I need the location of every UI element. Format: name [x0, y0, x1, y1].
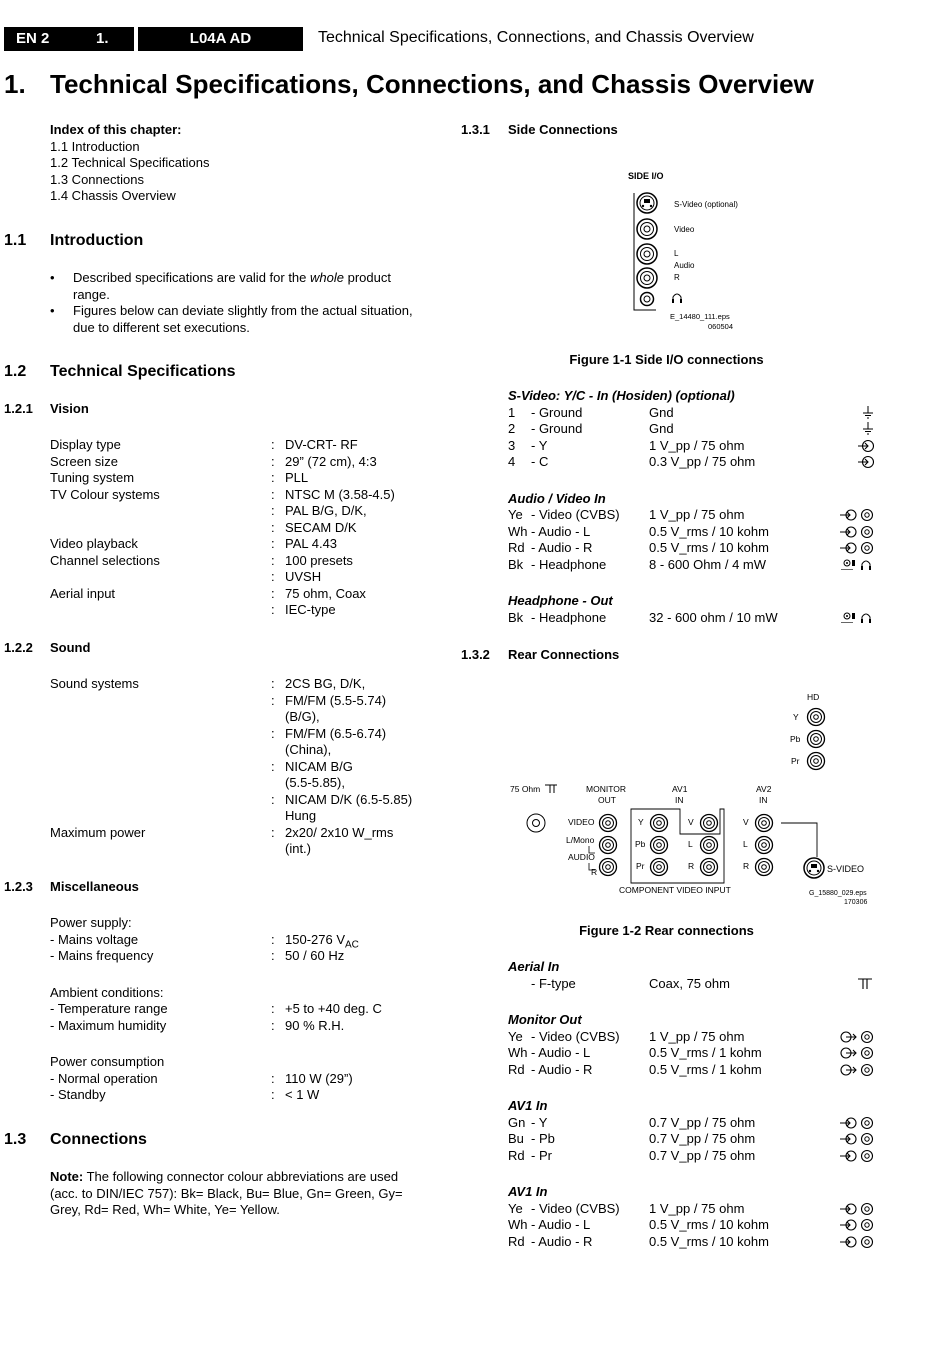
sound-spec-table	[0, 676, 440, 866]
figure-file: E_14480_111.eps	[670, 312, 730, 321]
index-item[interactable]: 1.2 Technical Specifications	[50, 155, 210, 170]
connector-symbol	[838, 611, 874, 630]
connector-spec: 32 - 600 ohm / 10 mW	[649, 609, 778, 625]
monitor-audio-r-jack-icon	[600, 859, 617, 876]
index-item[interactable]: 1.3 Connections	[50, 171, 144, 187]
svg-text:IN: IN	[675, 795, 684, 805]
connection-group-title: Aerial In	[508, 959, 560, 974]
index-item[interactable]: 1.1 Introduction	[50, 138, 140, 154]
cinch-output-icon	[838, 1030, 874, 1044]
spec-value: IEC-type	[285, 602, 336, 617]
spec-colon: :	[271, 725, 275, 741]
spec-colon: :	[271, 1087, 275, 1102]
section-title: Connections	[50, 1131, 147, 1148]
connector-signal: - Video (CVBS)	[531, 507, 620, 522]
svg-text:AV2: AV2	[756, 784, 772, 794]
spec-colon: :	[271, 692, 275, 708]
svg-text:R: R	[688, 861, 695, 871]
connector-signal: - Audio - R	[531, 1061, 593, 1077]
spec-value: (5.5-5.85),	[285, 775, 345, 790]
subsection-number: 1.3.2	[461, 647, 490, 662]
subsection-number: 1.2.1	[4, 401, 33, 416]
spec-label: - Standby	[50, 1087, 106, 1102]
svg-text:L: L	[743, 839, 748, 849]
subsection-title: Miscellaneous	[50, 879, 139, 894]
spec-colon: :	[271, 486, 275, 502]
spec-colon: :	[271, 536, 275, 551]
svg-text:VIDEO: VIDEO	[568, 817, 595, 827]
spec-value: 75 ohm, Coax	[285, 585, 366, 601]
connector-spec: 8 - 600 Ohm / 4 mW	[649, 556, 767, 572]
spec-value: < 1 W	[285, 1087, 320, 1102]
spec-colon: :	[271, 1070, 275, 1086]
hd-pb-jack-icon	[808, 731, 825, 748]
fig-label: R	[674, 273, 680, 282]
section-number: 1.1	[4, 232, 27, 249]
spec-colon: :	[271, 824, 275, 840]
spec-value: 150-276 $V_{AC}$	[285, 931, 359, 951]
connection-group-title: AV1 In	[508, 1098, 548, 1113]
audio-r-jack-icon	[637, 268, 657, 288]
connector-spec: 1 V_pp / 75 ohm	[649, 1028, 745, 1044]
svg-text:Pb: Pb	[635, 839, 646, 849]
figure-date: 170306	[844, 899, 868, 906]
connector-symbol	[838, 558, 874, 577]
svideo-jack-icon	[804, 858, 824, 878]
connector-symbol	[838, 1235, 874, 1254]
cinch-input-icon	[838, 1218, 874, 1232]
fig-label: S-Video (optional)	[674, 200, 738, 209]
spec-label: Maximum power	[50, 824, 146, 840]
spec-colon: :	[271, 470, 275, 485]
spec-colon: :	[271, 519, 275, 535]
connector-colour: Rd	[508, 540, 525, 555]
av2-audio-l-jack-icon	[756, 837, 773, 854]
svg-text:R: R	[591, 867, 598, 877]
svg-text:COMPONENT VIDEO INPUT: COMPONENT VIDEO INPUT	[619, 885, 731, 895]
connector-spec: 0.7 V_pp / 75 ohm	[649, 1147, 756, 1163]
spec-colon: :	[271, 437, 275, 452]
spec-colon: :	[271, 453, 275, 469]
aerial-icon	[545, 785, 557, 793]
connector-colour: Rd	[508, 1147, 525, 1163]
connector-symbol	[838, 1063, 874, 1082]
connector-colour: Gn	[508, 1114, 526, 1130]
spec-colon: :	[271, 503, 275, 518]
chapter-number-box	[82, 27, 134, 51]
headphone-jack-icon	[838, 611, 874, 625]
spec-value: 2x20/ 2x10 W_rms	[285, 824, 394, 840]
spec-value: SECAM D/K	[285, 519, 357, 535]
spec-colon: :	[271, 1017, 275, 1033]
cinch-input-icon	[838, 508, 874, 522]
side-connection-list	[0, 388, 950, 633]
side-io-title: SIDE I/O	[628, 171, 664, 181]
chapter-title-number: 1.	[4, 69, 26, 99]
av1-audio-r-jack-icon	[701, 859, 718, 876]
svg-text:AUDIO: AUDIO	[568, 852, 595, 862]
spec-label: TV Colour systems	[50, 486, 160, 502]
subsection-title: Rear Connections	[508, 647, 620, 662]
spec-value: FM/FM (6.5-6.74)	[285, 725, 387, 741]
connector-spec: 1 V_pp / 75 ohm	[649, 437, 745, 453]
spec-colon: :	[271, 569, 275, 584]
av1-audio-l-jack-icon	[701, 837, 718, 854]
spec-value: +5 to +40 deg. C	[285, 1001, 382, 1016]
av1-pb-jack-icon	[651, 837, 668, 854]
subsection-number: 1.3.1	[461, 122, 490, 137]
fig-label: L	[674, 249, 679, 258]
spec-label: Screen size	[50, 453, 118, 469]
page-number: EN 2	[16, 30, 50, 47]
spec-value: (B/G),	[285, 709, 320, 724]
connector-spec: 0.5 V_rms / 10 kohm	[649, 1217, 769, 1232]
spec-label: Channel selections	[50, 552, 160, 568]
spec-colon: :	[271, 931, 275, 947]
figure-date: 060504	[708, 322, 734, 331]
spec-colon: :	[271, 676, 275, 691]
spec-colon: :	[271, 552, 275, 568]
spec-value: 110 W (29”)	[285, 1070, 353, 1086]
chapter-title: Technical Specifications, Connections, and Chassis Overview	[50, 69, 814, 99]
connector-signal: - C	[531, 454, 549, 469]
model-name: L04A AD	[189, 30, 252, 47]
connector-spec: Gnd	[649, 421, 674, 436]
svg-text:AV1: AV1	[672, 784, 688, 794]
connector-colour: Ye	[508, 507, 523, 522]
svg-text:OUT: OUT	[598, 795, 616, 805]
headphone-jack-icon	[838, 558, 874, 572]
cinch-output-icon	[838, 1063, 874, 1077]
connector-colour: Wh	[508, 1045, 528, 1060]
monitor-audio-l-jack-icon	[600, 837, 617, 854]
connection-group-title: Audio / Video In	[508, 490, 606, 506]
note-label: Note:	[50, 1169, 84, 1184]
spec-value: Hung	[285, 808, 317, 823]
connector-signal: - Ground	[531, 404, 583, 420]
cinch-input-icon	[838, 1132, 874, 1146]
connector-spec: Coax, 75 ohm	[649, 975, 730, 991]
connector-symbol	[838, 455, 874, 474]
connector-spec: 1 V_pp / 75 ohm	[649, 507, 745, 522]
spec-value: PAL B/G, D/K,	[285, 503, 367, 518]
headphone-symbol-icon	[672, 294, 682, 303]
svg-text:IN: IN	[759, 795, 768, 805]
cinch-input-icon	[838, 1116, 874, 1130]
connection-group-title: Monitor Out	[508, 1012, 582, 1027]
connector-colour: Bk	[508, 609, 524, 625]
cinch-input-icon	[838, 541, 874, 555]
svg-text:HD: HD	[807, 692, 820, 702]
section-number: 1.3	[4, 1131, 27, 1148]
svg-text:S-VIDEO: S-VIDEO	[827, 864, 865, 874]
rear-connection-list	[0, 959, 950, 1259]
connector-colour: Ye	[508, 1028, 523, 1044]
av1-y-jack-icon	[651, 815, 668, 832]
ground-icon	[838, 406, 874, 420]
connector-signal: - Pr	[531, 1147, 552, 1163]
section-title: Introduction	[50, 232, 144, 249]
connector-spec: 0.7 V_pp / 75 ohm	[649, 1131, 756, 1146]
spec-colon: :	[271, 791, 275, 807]
input-arrow-icon	[838, 455, 874, 469]
spec-colon: :	[271, 758, 275, 774]
figure-file: G_15880_029.eps	[809, 890, 867, 897]
spec-value: PLL	[285, 470, 309, 485]
audio-l-jack-icon	[637, 244, 657, 264]
spec-value: (int.)	[285, 841, 311, 856]
connector-symbol	[838, 977, 874, 996]
spec-label: - Mains voltage	[50, 931, 139, 947]
av1-video-jack-icon	[701, 815, 718, 832]
svg-text:V: V	[743, 817, 749, 827]
bullet-list	[50, 270, 420, 336]
spec-label: Sound systems	[50, 676, 139, 691]
connector-spec: 0.5 V_rms / 1 kohm	[649, 1045, 762, 1060]
page-number-box	[4, 27, 82, 51]
running-title: Technical Specifications, Connections, and Chassis Overview	[318, 29, 754, 46]
hd-y-jack-icon	[808, 709, 825, 726]
connector-colour: 2	[508, 421, 516, 436]
spec-value: (China),	[285, 742, 332, 757]
connector-spec: 0.7 V_pp / 75 ohm	[649, 1114, 756, 1130]
svg-text:L/Mono: L/Mono	[566, 835, 595, 845]
av2-audio-r-jack-icon	[756, 859, 773, 876]
fig-label: Video	[674, 225, 695, 234]
cinch-input-icon	[838, 1149, 874, 1163]
connection-group-title: AV1 In	[508, 1184, 548, 1199]
figure-caption: Figure 1-2 Rear connections	[579, 923, 754, 938]
rear-connections-figure	[505, 685, 885, 910]
bullet-item: • Described specifications are valid for the whole product range.	[50, 270, 391, 302]
bullet-item: • Figures below can deviate slightly from the actual situation, due to different set executions.	[50, 303, 413, 335]
spec-value: FM/FM (5.5-5.74)	[285, 692, 387, 708]
spec-label: Video playback	[50, 536, 138, 551]
spec-label: - Maximum humidity	[50, 1017, 167, 1033]
connector-spec: 0.3 V_pp / 75 ohm	[649, 454, 756, 469]
spec-value: 100 presets	[285, 552, 353, 568]
spec-value: PAL 4.43	[285, 536, 338, 551]
subsection-number: 1.2.3	[4, 879, 33, 894]
chapter-index	[50, 122, 410, 205]
av2-video-jack-icon	[756, 815, 773, 832]
connector-colour: 1	[508, 404, 516, 420]
subsection-title: Side Connections	[508, 122, 618, 137]
svg-text:R: R	[743, 861, 750, 871]
connector-signal: - Headphone	[531, 556, 607, 572]
svg-text:V: V	[688, 817, 694, 827]
spec-value: 90 % R.H.	[285, 1017, 345, 1033]
spec-value: UVSH	[285, 569, 322, 584]
connector-colour: Bk	[508, 556, 524, 572]
cinch-output-icon	[838, 1046, 874, 1060]
spec-label: - Temperature range	[50, 1001, 168, 1016]
spec-value: NICAM D/K (6.5-5.85)	[285, 791, 413, 807]
section-title: Technical Specifications	[50, 363, 236, 380]
connector-colour: Rd	[508, 1233, 525, 1249]
connector-signal: - Video (CVBS)	[531, 1028, 620, 1044]
connector-colour: 3	[508, 437, 516, 453]
svg-text:Pb: Pb	[790, 734, 801, 744]
spec-label: Aerial input	[50, 585, 116, 601]
spec-colon: :	[271, 602, 275, 617]
connector-signal: - Audio - L	[531, 1045, 591, 1060]
connector-signal: - Audio - L	[531, 1217, 591, 1232]
connector-signal: - F-type	[531, 975, 576, 991]
spec-group-label: Power consumption	[50, 1054, 165, 1069]
spec-value: 29” (72 cm), 4:3	[285, 453, 377, 469]
connector-signal: - Audio - R	[531, 540, 593, 555]
figure-caption: Figure 1-1 Side I/O connections	[569, 352, 764, 367]
subsection-number: 1.2.2	[4, 640, 33, 655]
spec-label: - Mains frequency	[50, 948, 154, 963]
connector-signal: - Video (CVBS)	[531, 1200, 620, 1216]
cinch-input-icon	[838, 1235, 874, 1249]
connector-spec: 0.5 V_rms / 10 kohm	[649, 1233, 769, 1249]
aerial-icon	[838, 977, 874, 991]
cinch-input-icon	[838, 1202, 874, 1216]
connector-colour: Wh	[508, 1217, 528, 1232]
bullet-icon: •	[50, 303, 55, 318]
spec-value: NTSC M (3.58-4.5)	[285, 486, 395, 502]
spec-group-label: Ambient conditions:	[50, 984, 164, 1000]
spec-label: - Normal operation	[50, 1070, 158, 1086]
spec-colon: :	[271, 1001, 275, 1016]
spec-group-label: Power supply:	[50, 915, 132, 930]
connector-colour: Wh	[508, 523, 528, 539]
svg-text:MONITOR: MONITOR	[586, 784, 626, 794]
connector-spec: 0.5 V_rms / 10 kohm	[649, 523, 769, 539]
monitor-video-jack-icon	[600, 815, 617, 832]
connector-spec: 0.5 V_rms / 10 kohm	[649, 540, 769, 555]
subsection-title: Vision	[50, 401, 89, 416]
spec-colon: :	[271, 948, 275, 963]
ground-icon	[838, 422, 874, 436]
spec-value: DV-CRT- RF	[285, 437, 358, 452]
cinch-input-icon	[838, 525, 874, 539]
spec-value: 50 / 60 Hz	[285, 948, 345, 963]
aerial-socket-icon	[527, 814, 545, 832]
connector-colour: Ye	[508, 1200, 523, 1216]
connection-group-title: S-Video: Y/C - In (Hosiden) (optional)	[508, 388, 735, 403]
connector-signal: - Headphone	[531, 609, 607, 625]
svideo-jack-icon	[637, 193, 657, 213]
section-number: 1.2	[4, 363, 27, 380]
index-item[interactable]: 1.4 Chassis Overview	[50, 188, 176, 203]
svg-text:Pr: Pr	[636, 861, 645, 871]
model-box	[138, 27, 303, 51]
svg-text:L: L	[688, 839, 693, 849]
connector-colour: Rd	[508, 1061, 525, 1077]
connector-spec: 0.5 V_rms / 1 kohm	[649, 1061, 762, 1077]
side-io-figure	[600, 160, 780, 335]
svg-text:Y: Y	[793, 712, 799, 722]
connector-signal: - Y	[531, 437, 548, 453]
svg-text:Y: Y	[638, 817, 644, 827]
connector-spec: 1 V_pp / 75 ohm	[649, 1200, 745, 1216]
connector-colour: 4	[508, 454, 516, 469]
spec-label: Display type	[50, 437, 121, 452]
subsection-title: Sound	[50, 640, 91, 655]
index-heading: Index of this chapter:	[50, 122, 182, 137]
connector-signal: - Audio - L	[531, 523, 591, 539]
connector-colour: Bu	[508, 1131, 524, 1146]
connector-signal: - Y	[531, 1114, 548, 1130]
video-jack-icon	[637, 219, 657, 239]
headphone-jack-icon	[641, 293, 654, 306]
svg-text:Pr: Pr	[791, 756, 800, 766]
connection-group-title: Headphone - Out	[508, 593, 613, 608]
fig-label: Audio	[674, 261, 695, 270]
av1-pr-jack-icon	[651, 859, 668, 876]
connector-symbol	[838, 1149, 874, 1168]
spec-value: 2CS BG, D/K,	[285, 676, 366, 691]
hd-pr-jack-icon	[808, 753, 825, 770]
connector-signal: - Ground	[531, 421, 583, 436]
chapter-number: 1.	[96, 30, 109, 47]
connector-spec: Gnd	[649, 404, 674, 420]
bullet-icon: •	[50, 270, 55, 285]
input-arrow-icon	[838, 439, 874, 453]
connector-signal: - Pb	[531, 1131, 555, 1146]
svg-text:75 Ohm: 75 Ohm	[510, 784, 541, 794]
note-text: The following connector colour abbreviations are used (acc. to DIN/IEC 757): Bk= Black, Bu= Blue, Gn= Green, Gy= Grey, Rd= Red, Wh= White, Ye= Yellow.	[50, 1169, 403, 1217]
spec-label: Tuning system	[50, 470, 135, 485]
spec-colon: :	[271, 585, 275, 601]
spec-value: NICAM B/G	[285, 758, 353, 774]
connector-signal: - Audio - R	[531, 1233, 593, 1249]
